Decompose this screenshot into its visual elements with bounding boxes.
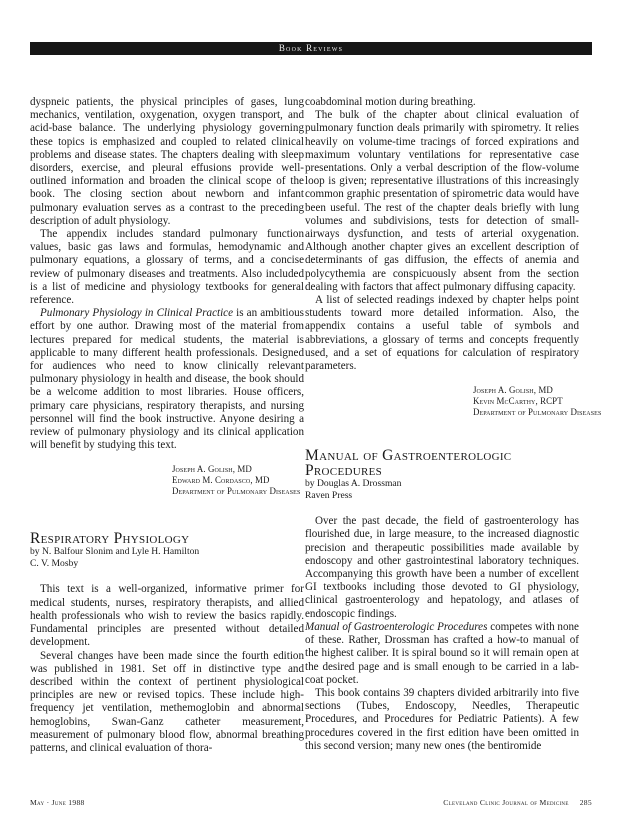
body-paragraph: dyspneic patients, the physical principles of gases, lung mechanics, ventilation, oxygenation, oxygen transport, and acid-base balance. The underlying physiology governing these topics is emphasized and coupled to related clinical problems and disease states. The chapters dealing with sleep disorders, exercise, and pleural effusions provide well-outlined information and broaden the clinical scope of the book. The closing section about newborn and infant pulmonary evaluation serves as a contrast to the preceding description of adult physiology. [30, 96, 304, 227]
reviewer-name: Joseph A. Golish, MD [172, 464, 252, 475]
paragraph-text: is an ambitious effort by one author. Drawing most of the material from lectures prepared for medical students, the material is applicable to many different health professionals. Designed for audiences who need to know clinically relevant pulmonary physiology in health and disease, the book should be a welcome addition to most libraries. House officers, primary care physicians, respiratory therapists, and nursing personnel will find the book instructive. Anyone desiring a review of pulmonary physiology and its clinical application will benefit by studying this text. [30, 307, 304, 452]
book-title-italic: Pulmonary Physiology in Clinical Practice [40, 307, 234, 320]
body-paragraph [305, 621, 579, 687]
paragraph-text: competes with none of these. Rather, Drossman has crafted a how-to manual of the highest caliber. It is spiral bound so it will remain open at the desired page and is small enough to be carried in a lab-coat pocket. [305, 620, 579, 686]
review-publisher: Raven Press [305, 489, 353, 501]
body-paragraph: This text is a well-organized, informative primer for medical students, nurses, respiratory therapists, and allied health professionals who wish to review the basics rapidly. Fundamental principles are presented without detailed development. [30, 583, 304, 649]
review-title: Manual of Gastroenterologic Procedures [305, 447, 512, 480]
section-header-bar [30, 42, 592, 55]
journal-name: Cleveland Clinic Journal of Medicine [443, 798, 569, 807]
review-authors: by Douglas A. Drossman [305, 478, 402, 490]
review-title: Respiratory Physiology [30, 530, 190, 548]
reviewer-name: Kevin McCarthy, RCPT [473, 396, 563, 407]
issue-date: May · June 1988 [30, 798, 85, 807]
body-paragraph: The bulk of the chapter about clinical evaluation of pulmonary function deals primarily with spirometry. It relies heavily on volume-time tracings of forced expirations and maximum voluntary ventilations for representative case presentations. Only a verbal description of the flow-volume loop is given; representative illustrations of this increasingly common graphic presentation of spirometric data would have been useful. The rest of the chapter deals briefly with lung volumes and subdivisions, tests for detection of small-airways dysfunction, and tests of arterial oxygenation. Although another chapter gives an excellent description of determinants of gas diffusion, the effects of anemia and polycythemia are conspicuously absent from the section dealing with factors that affect pulmonary diffusing capacity. [305, 109, 579, 293]
right-column [305, 96, 602, 753]
reviewer-department: Department of Pulmonary Diseases [172, 486, 301, 497]
body-paragraph: The appendix includes standard pulmonary function values, basic gas laws and formulas, hemodynamic and pulmonary equations, a glossary of terms, and a concise review of pulmonary diseases and treatments. Also included is a list of medicine and physiology textbooks for general reference. [30, 228, 304, 307]
body-paragraph: A list of selected readings indexed by chapter helps point students toward more detailed information. Also, the appendix contains a useful table of symbols and abbreviations, a glossary of terms and concepts frequently used, and a set of equations for calculation of respiratory parameters. [305, 294, 579, 373]
page-number: 285 [579, 798, 592, 807]
reviewer-signature [30, 464, 304, 497]
body-paragraph [30, 307, 304, 452]
body-paragraph: This book contains 39 chapters divided arbitrarily into five sections (Tubes, Endoscopy, Needles, Therapeutic Procedures, and Procedures for Pediatric Patients). A few procedures covered in the first edition have been omitted in this second version; many new ones (the bentiromide [305, 686, 579, 752]
reviewer-name: Joseph A. Golish, MD [473, 385, 553, 396]
review-publisher: C. V. Mosby [30, 557, 79, 569]
section-label: Book Reviews [278, 43, 344, 53]
journal-footer [443, 798, 592, 807]
body-paragraph: Several changes have been made since the fourth edition was published in 1981. Set off in distinctive type and described within the context of pertinent physiological principles are new or revised topics. These include high-frequency jet ventilation, methemoglobin and abnormal hemoglobins, Swan-Ganz catheter measurement, measurement of pulmonary blood flow, abnormal breathing patterns, and clinical evaluation of thora- [30, 649, 304, 754]
reviewer-signature [305, 385, 602, 418]
left-column [30, 96, 304, 755]
reviewer-department: Department of Pulmonary Diseases [473, 407, 602, 418]
reviewer-name: Edward M. Cordasco, MD [172, 475, 270, 486]
review-authors: by N. Balfour Slonim and Lyle H. Hamilton [30, 546, 200, 558]
body-paragraph: Over the past decade, the field of gastroenterology has flourished due, in large measure, to the increased diagnostic precision and therapeutic possibilities made available by endoscopy and other gastrointestinal laboratory techniques. Accompanying this growth have been a number of excellent GI textbooks including those devoted to GI physiology, clinical gastroenterology and hepatology, and atlases of endoscopic findings. [305, 515, 579, 620]
book-title-italic: Manual of Gastroenterologic Procedures [305, 620, 488, 633]
body-paragraph: coabdominal motion during breathing. [305, 96, 476, 108]
